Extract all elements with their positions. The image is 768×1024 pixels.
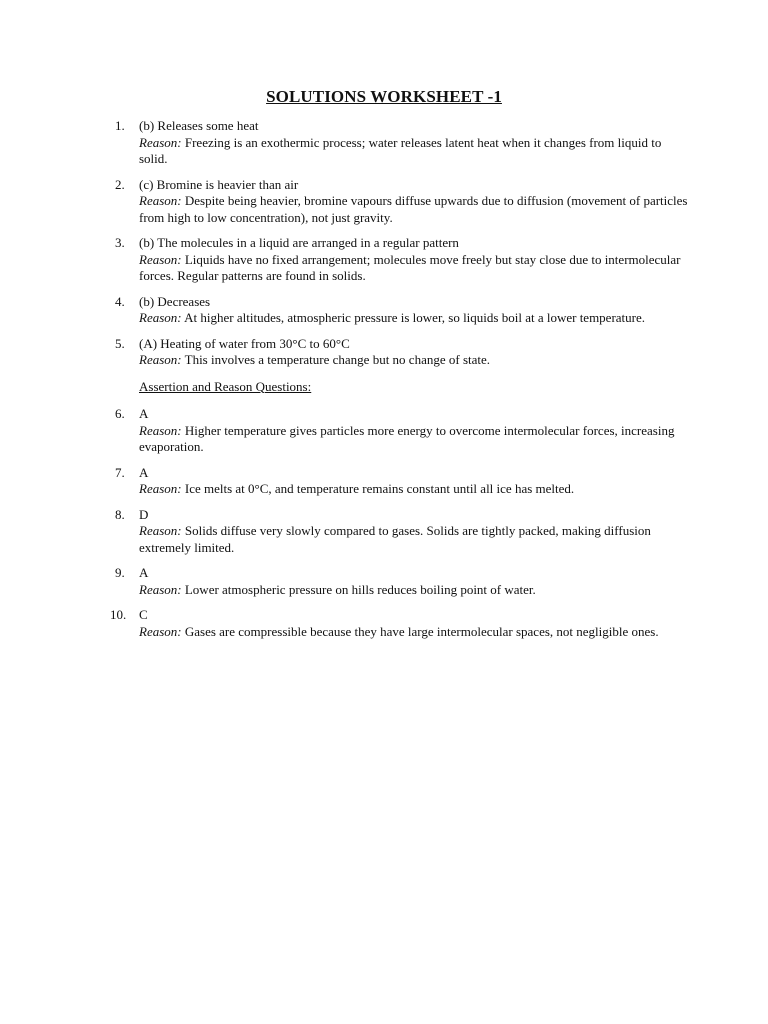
item-answer: (A) Heating of water from 30°C to 60°C xyxy=(139,335,350,351)
item-number: 6. xyxy=(115,406,125,421)
answer-list xyxy=(110,118,690,640)
reason-text: Freezing is an exothermic process; water releases latent heat when it changes from liquid to solid. xyxy=(139,134,662,166)
reason-label: Reason: xyxy=(139,310,182,325)
reason-label: Reason: xyxy=(139,193,182,208)
item-number: 5. xyxy=(115,335,125,351)
list-item xyxy=(110,565,690,598)
reason-text: Liquids have no fixed arrangement; molecules move freely but stay close due to intermolecular forces. Regular patterns are found in solids. xyxy=(139,251,681,283)
reason-label: Reason: xyxy=(139,422,182,438)
reason-text: Despite being heavier, bromine vapours diffuse upwards due to diffusion (movement of particles from high to low concentration), not just gravity. xyxy=(139,193,688,225)
item-answer: A xyxy=(139,406,149,421)
item-reason xyxy=(139,582,690,599)
item-number: 4. xyxy=(115,293,125,309)
item-reason xyxy=(139,481,690,498)
item-number: 10. xyxy=(110,607,127,622)
reason-label: Reason: xyxy=(139,581,182,597)
reason-text: Higher temperature gives particles more energy to overcome intermolecular forces, increasing evaporation. xyxy=(139,422,675,454)
item-answer: (c) Bromine is heavier than air xyxy=(139,176,299,192)
reason-label: Reason: xyxy=(139,623,182,639)
item-reason xyxy=(139,624,690,641)
reason-text: At higher altitudes, atmospheric pressure is lower, so liquids boil at a lower temperature. xyxy=(184,310,646,325)
item-answer: C xyxy=(139,607,148,622)
reason-text: Gases are compressible because they have large intermolecular spaces, not negligible ones. xyxy=(184,623,659,639)
list-item xyxy=(110,177,690,227)
item-reason xyxy=(139,135,690,168)
reason-text: Ice melts at 0°C, and temperature remains constant until all ice has melted. xyxy=(184,481,575,496)
reason-label: Reason: xyxy=(139,352,182,367)
item-answer: (b) The molecules in a liquid are arranged in a regular pattern xyxy=(139,235,459,250)
list-item xyxy=(110,294,690,327)
reason-label: Reason: xyxy=(139,523,182,538)
item-answer: (b) Releases some heat xyxy=(139,118,259,133)
item-answer: (b) Decreases xyxy=(139,293,211,309)
item-number: 2. xyxy=(115,176,125,192)
reason-label: Reason: xyxy=(139,251,182,267)
page-title: SOLUTIONS WORKSHEET -1 xyxy=(266,87,502,106)
item-number: 9. xyxy=(115,565,125,580)
reason-text: Solids diffuse very slowly compared to gases. Solids are tightly packed, making diffusion extremely limited. xyxy=(139,523,651,555)
reason-label: Reason: xyxy=(139,134,182,150)
item-reason xyxy=(139,352,690,369)
item-number: 1. xyxy=(115,118,125,133)
item-reason xyxy=(139,252,690,285)
reason-text: Lower atmospheric pressure on hills reduces boiling point of water. xyxy=(184,581,536,597)
section-heading: Assertion and Reason Questions: xyxy=(139,378,312,394)
reason-text: This involves a temperature change but no change of state. xyxy=(184,352,491,367)
reason-label: Reason: xyxy=(139,481,182,496)
item-answer: A xyxy=(139,565,149,580)
list-item xyxy=(110,465,690,498)
list-item xyxy=(110,507,690,557)
item-number: 3. xyxy=(115,235,125,250)
item-reason xyxy=(139,193,690,226)
list-item xyxy=(110,235,690,285)
item-answer: A xyxy=(139,464,149,480)
list-item xyxy=(110,607,690,640)
item-answer: D xyxy=(139,506,149,522)
item-reason xyxy=(139,523,690,556)
item-reason xyxy=(139,310,690,327)
item-number: 8. xyxy=(115,506,125,522)
list-item xyxy=(110,336,690,369)
list-item xyxy=(110,118,690,168)
item-number: 7. xyxy=(115,464,125,480)
list-item xyxy=(110,406,690,456)
item-reason xyxy=(139,423,690,456)
